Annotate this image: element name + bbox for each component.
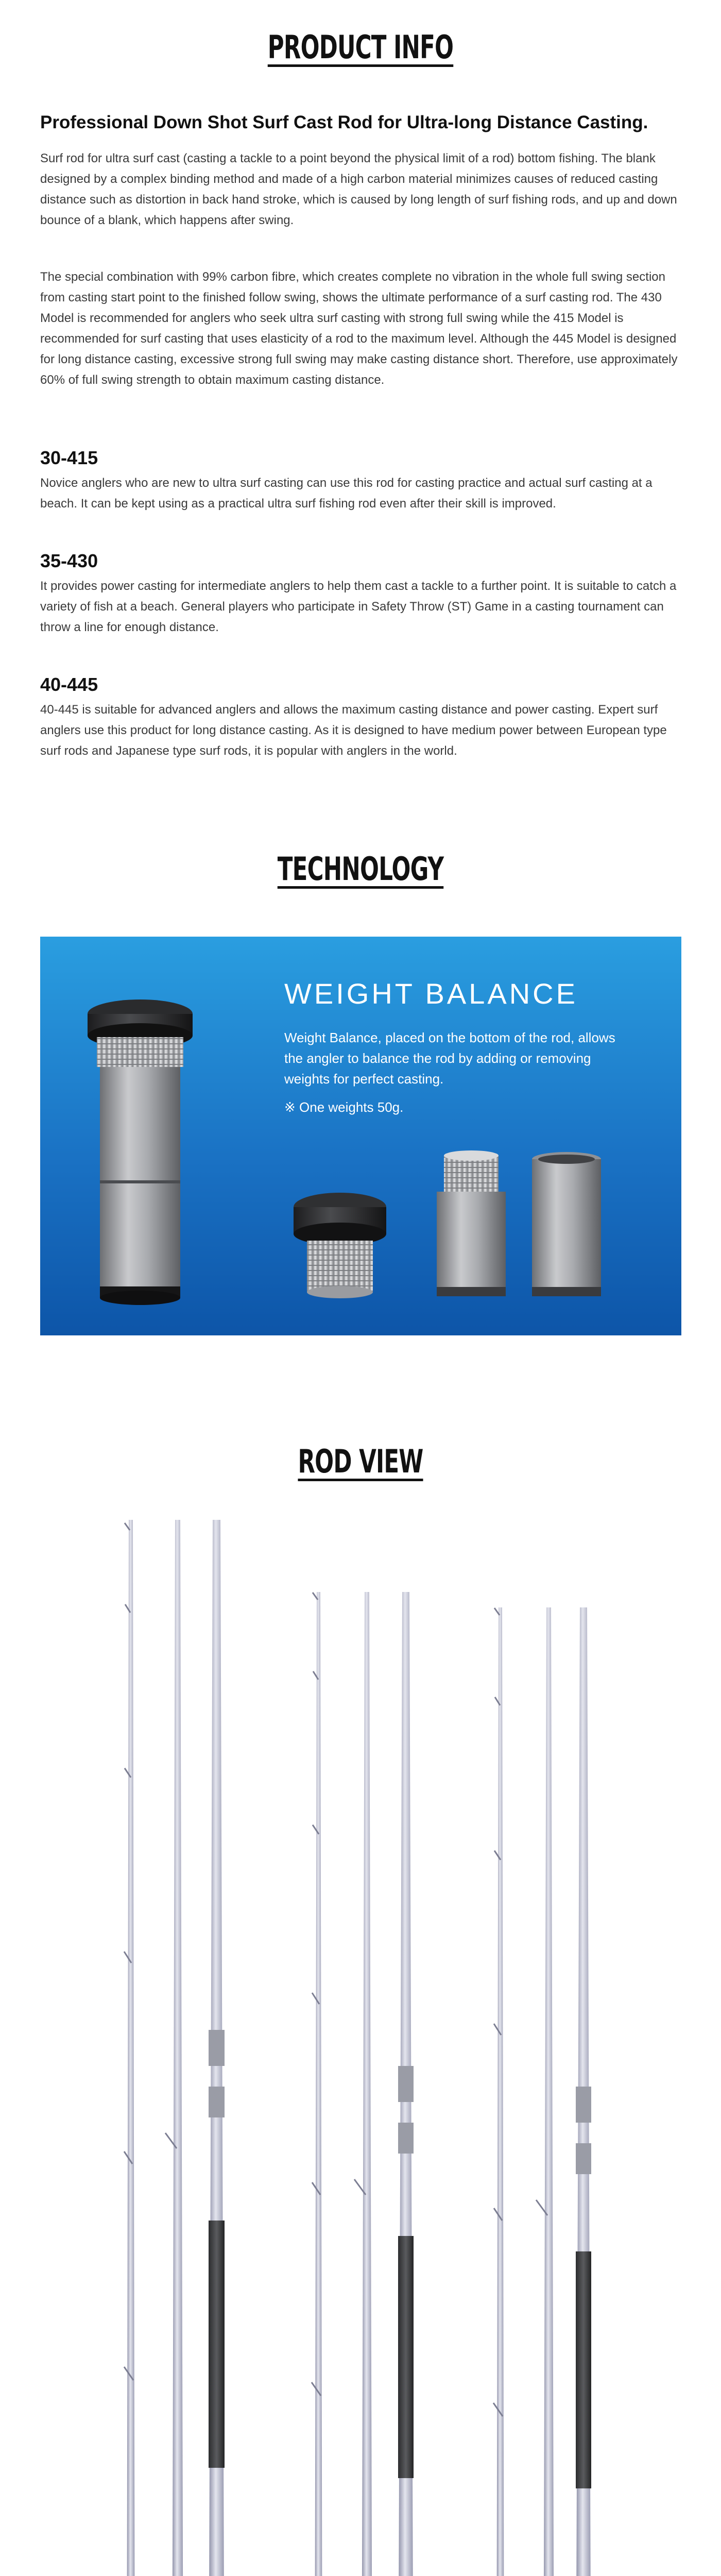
- assembled-weight-stack: [88, 999, 193, 1305]
- weight-cap-piece: [294, 1193, 386, 1298]
- rod-view-image: [0, 1510, 721, 2576]
- model-heading-30-415: 30-415: [40, 447, 98, 468]
- weight-segment-threaded: [437, 1150, 506, 1296]
- rod-set-40-445: [124, 1520, 233, 2576]
- model-description-30-415: Novice anglers who are new to ultra surf casting can use this rod for casting practice and actual surf casting at a beach. It can be kept using as a practical ultra surf fishing rod even after their skill is improved.: [40, 476, 653, 511]
- weight-balance-banner: [40, 937, 681, 1335]
- product-info-title: PRODUCT INFO: [267, 28, 454, 66]
- intro-paragraph-1: Surf rod for ultra surf cast (casting a tackle to a point beyond the physical limit of a rod) bottom fishing. The blank designed by a complex binding method and made of a high carbon material minimizes causes of reduced casting distance such as distortion in back hand stroke, which is caused by long length of surf fishing rods, and up and down bounce of a blank, which happens after swing.: [40, 151, 677, 227]
- rod-set-30-415: [493, 1607, 599, 2576]
- model-description-40-445: 40-445 is suitable for advanced anglers and allows the maximum casting distance and power casting. Expert surf anglers use this product for long distance casting. As it is designed to have medium power between European type surf rods and Japanese type surf rods, it is popular with anglers in the world.: [40, 703, 667, 758]
- product-headline: Professional Down Shot Surf Cast Rod for Ultra-long Distance Casting.: [40, 112, 648, 132]
- model-heading-40-445: 40-445: [40, 674, 98, 695]
- banner-note: ※ One weights 50g.: [284, 1099, 404, 1115]
- rod-set-35-430: [311, 1592, 422, 2576]
- model-heading-35-430: 35-430: [40, 550, 98, 571]
- model-description-35-430: It provides power casting for intermediate anglers to help them cast a tackle to a further point. It is suitable to catch a variety of fish at a beach. General players who participate in Safety Throw (ST) Game in a casting tournament can throw a line for enough distance.: [40, 579, 677, 634]
- intro-paragraph-2: The special combination with 99% carbon fibre, which creates complete no vibration in the whole full swing section from casting start point to the finished follow swing, shows the ultimate performance of a surf casting rod. The 430 Model is recommended for anglers who seek ultra surf casting with strong full swing while the 415 Model is recommended for surf casting that uses elasticity of a rod to the maximum level. Although the 445 Model is designed for long distance casting, excessive strong full swing may make casting distance short. Therefore, use approximately 60% of full swing strength to obtain maximum casting distance.: [40, 270, 678, 387]
- banner-description: Weight Balance, placed on the bottom of the rod, allows the angler to balance the rod by adding or removing weights for perfect casting.: [284, 1030, 615, 1087]
- rod-view-title: ROD VIEW: [298, 1443, 423, 1480]
- banner-title: WEIGHT BALANCE: [284, 977, 578, 1010]
- weight-segment-plain: [532, 1152, 601, 1296]
- technology-title: TECHNOLOGY: [277, 850, 444, 888]
